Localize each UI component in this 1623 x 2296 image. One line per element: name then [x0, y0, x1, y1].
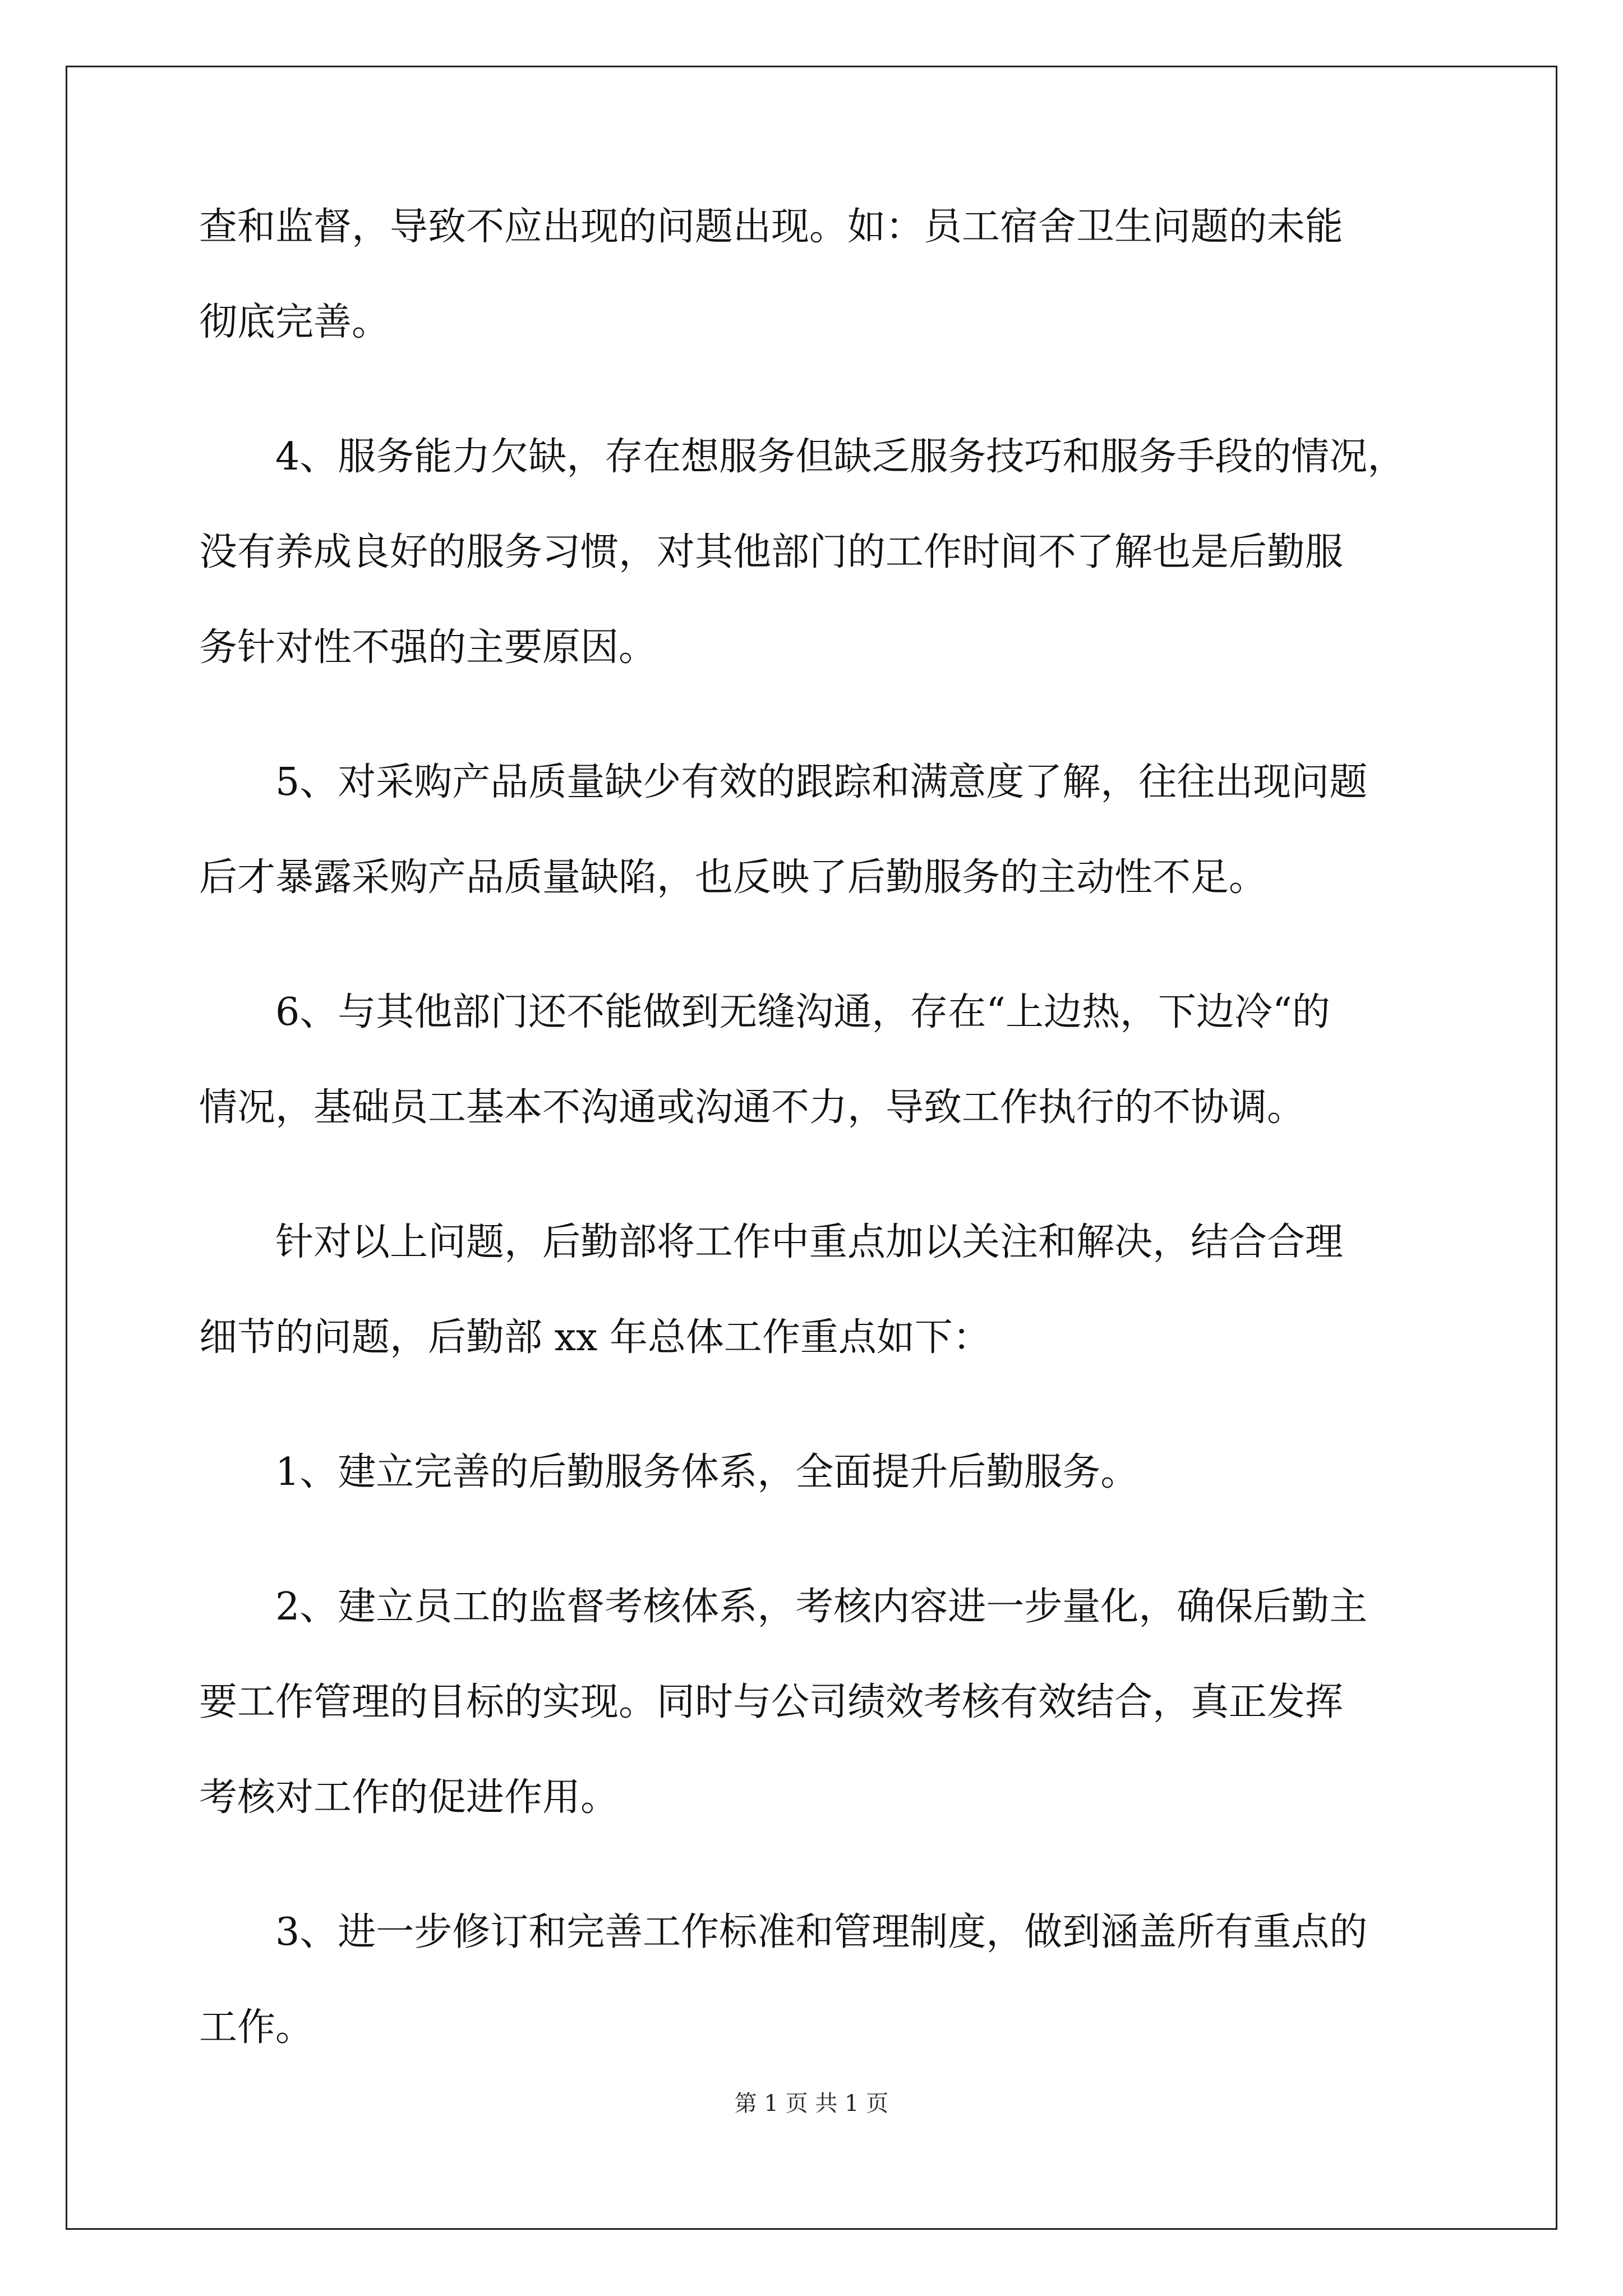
page-footer: 第 1 页 共 1 页	[734, 2091, 889, 2116]
text-line: 5、对采购产品质量缺少有效的跟踪和满意度了解，往往出现问题	[275, 760, 1368, 804]
text-line: 工作。	[199, 2005, 314, 2050]
text-line: 后才暴露采购产品质量缺陷，也反映了后勤服务的主动性不足。	[199, 855, 1267, 900]
text-line: 针对以上问题，后勤部将工作中重点加以关注和解决，结合合理	[275, 1220, 1344, 1264]
text-line: 4、服务能力欠缺，存在想服务但缺乏服务技巧和服务手段的情况，	[275, 435, 1406, 479]
text-line: 6、与其他部门还不能做到无缝沟通，存在“上边热，下边冷“的	[275, 990, 1330, 1034]
text-line: 情况，基础员工基本不沟通或沟通不力，导致工作执行的不协调。	[199, 1085, 1306, 1130]
text-line: 彻底完善。	[199, 300, 390, 344]
text-line: 没有养成良好的服务习惯，对其他部门的工作时间不了解也是后勤服	[199, 530, 1344, 574]
text-line: 3、进一步修订和完善工作标准和管理制度，做到涵盖所有重点的	[275, 1910, 1368, 1954]
text-line: 要工作管理的目标的实现。同时与公司绩效考核有效结合，真正发挥	[199, 1680, 1344, 1724]
text-line: 2、建立员工的监督考核体系，考核内容进一步量化，确保后勤主	[275, 1585, 1368, 1629]
text-line: 1、建立完善的后勤服务体系，全面提升后勤服务。	[275, 1450, 1139, 1494]
text-line: 细节的问题，后勤部 xx 年总体工作重点如下：	[199, 1315, 991, 1360]
text-line: 查和监督，导致不应出现的问题出现。如：员工宿舍卫生问题的未能	[199, 205, 1344, 249]
text-line: 务针对性不强的主要原因。	[199, 625, 657, 670]
text-line: 考核对工作的促进作用。	[199, 1775, 619, 1820]
